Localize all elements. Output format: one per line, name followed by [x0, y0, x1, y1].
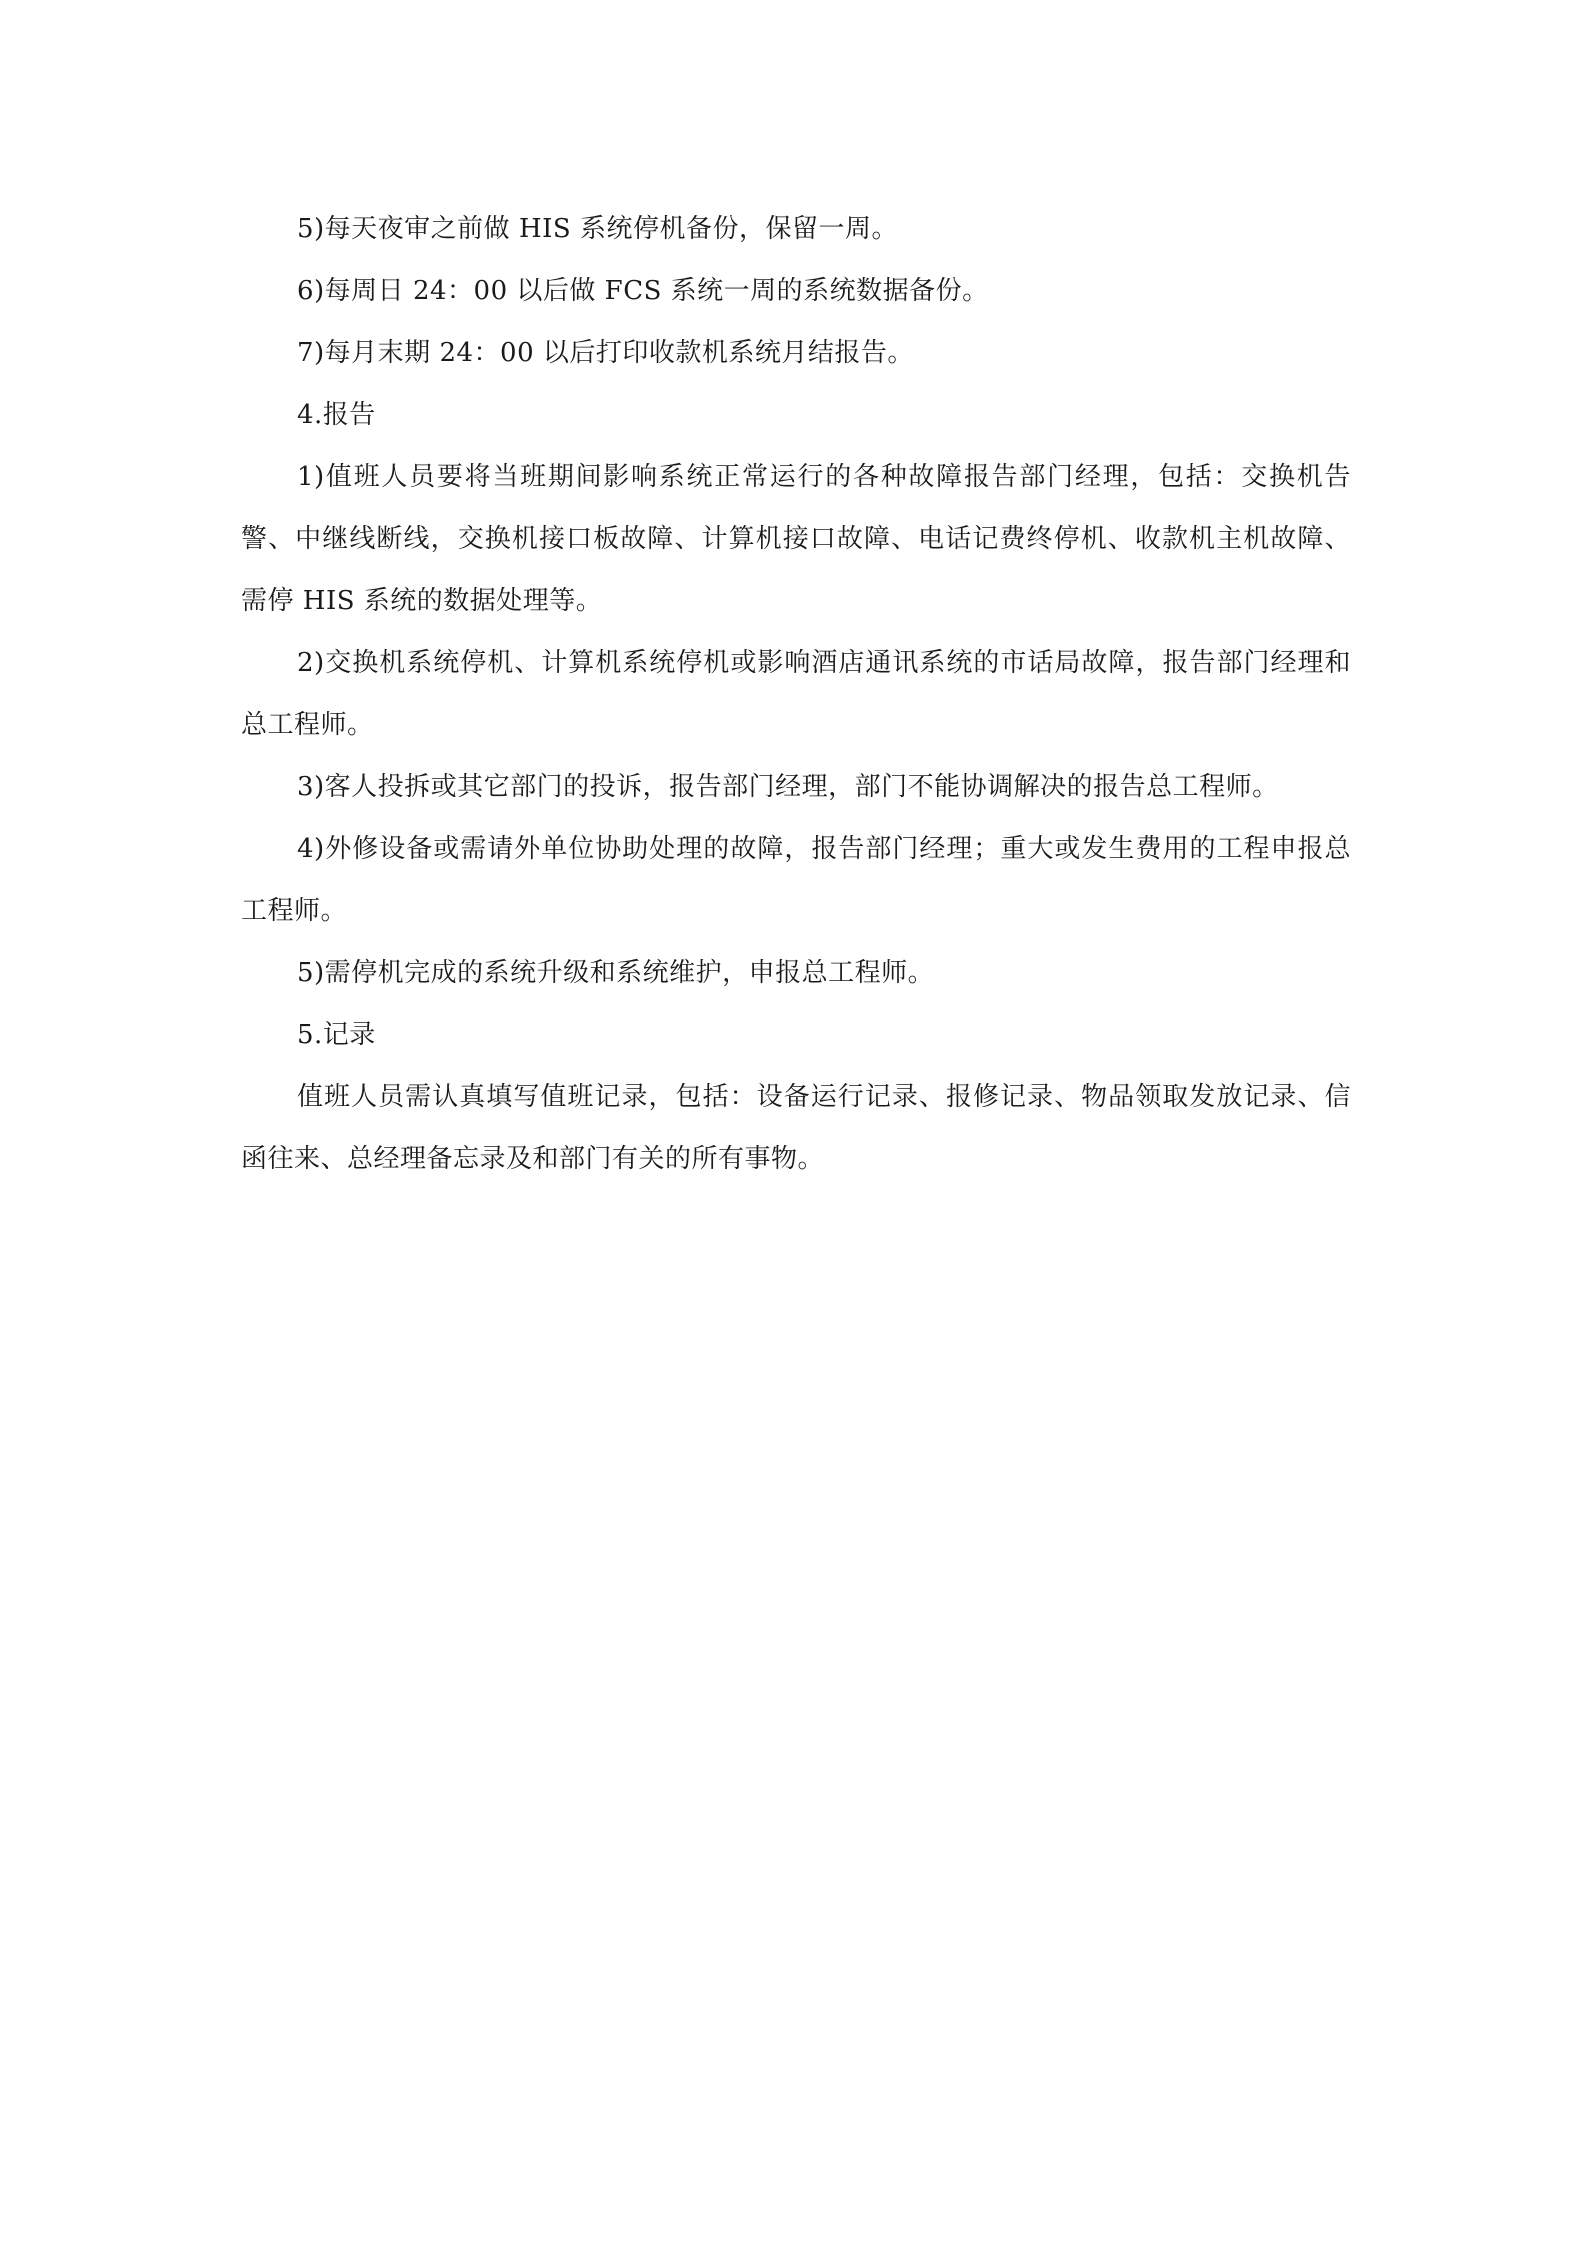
paragraph-backup-fcs: 6)每周日 24：00 以后做 FCS 系统一周的系统数据备份。: [297, 276, 989, 306]
paragraph-monthly-report: 7)每月末期 24：00 以后打印收款机系统月结报告。: [297, 338, 914, 368]
paragraph-report-faults: 1)值班人员要将当班期间影响系统正常运行的各种故障报告部门经理，包括：交换机告警、中继线断线，交换机接口板故障、计算机接口故障、电话记费终停机、收款机主机故障、需停 HIS 系统的数据处理等。: [241, 462, 1351, 616]
paragraph-report-upgrade: 5)需停机完成的系统升级和系统维护，申报总工程师。: [297, 958, 935, 988]
paragraph-report-outage: 2)交换机系统停机、计算机系统停机或影响酒店通讯系统的市话局故障，报告部门经理和总工程师。: [241, 648, 1351, 740]
document-body: [241, 198, 1351, 1190]
paragraph-report-external-repair: 4)外修设备或需请外单位协助处理的故障，报告部门经理；重大或发生费用的工程申报总工程师。: [241, 834, 1351, 926]
paragraph-backup-his: 5)每天夜审之前做 HIS 系统停机备份，保留一周。: [297, 214, 898, 244]
paragraph-record-duty-log: 值班人员需认真填写值班记录，包括：设备运行记录、报修记录、物品领取发放记录、信函往来、总经理备忘录及和部门有关的所有事物。: [241, 1082, 1351, 1174]
section-heading-report: 4.报告: [297, 400, 376, 430]
section-heading-record: 5.记录: [297, 1020, 376, 1050]
paragraph-report-complaints: 3)客人投拆或其它部门的投诉，报告部门经理，部门不能协调解决的报告总工程师。: [297, 772, 1279, 802]
